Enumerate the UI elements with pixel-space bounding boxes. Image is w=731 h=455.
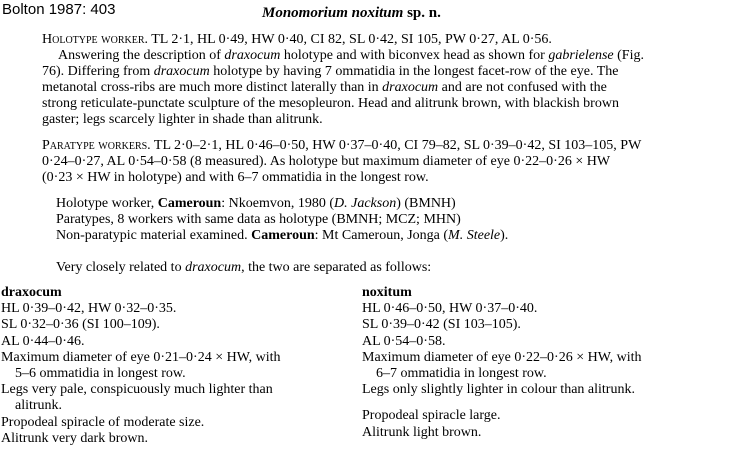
right-row-hl-hw: HL 0·46–0·50, HW 0·37–0·40.	[362, 301, 538, 317]
holotype-line-6: gaster; legs scarcely lighter in shade than alitrunk.	[42, 112, 323, 127]
holotype-line-2	[58, 48, 644, 64]
text-run: , the two are separated as follows:	[241, 260, 432, 275]
citation: Bolton 1987: 403	[2, 1, 116, 18]
right-heading: noxitum	[362, 285, 412, 300]
material-line-3	[56, 228, 508, 244]
holotype-line-3	[42, 64, 618, 80]
text-run: (Fig.	[613, 48, 644, 63]
text-run: Non-paratypic material examined.	[56, 228, 252, 243]
title-genus: Monomorium	[262, 5, 348, 21]
material-line-2: Paratypes, 8 workers with same data as holotype (BMNH; MCZ; MHN)	[56, 212, 461, 227]
text-run-italic: draxocum	[185, 260, 242, 275]
title-status: sp. n.	[407, 5, 441, 21]
text-run-italic: draxocum	[153, 64, 210, 79]
left-heading: draxocum	[1, 285, 62, 300]
left-row-al: AL 0·44–0·46.	[1, 333, 85, 349]
holotype-measurements: TL 2·1, HL 0·49, HW 0·40, CI 82, SL 0·42, SI 105, PW 0·27, AL 0·56.	[151, 32, 552, 47]
text-run-italic: gabrielense	[548, 48, 614, 63]
right-row-alitrunk: Alitrunk light brown.	[362, 424, 482, 440]
text-run: : Mt Cameroun, Jonga (	[314, 228, 449, 243]
right-row-sl: SL 0·39–0·42 (SI 103–105).	[362, 317, 521, 333]
text-run: TL 2·0–2·1, HL 0·46–0·50, HW 0·37–0·40, CI 79–82, SL 0·39–0·42, SI 103–105, PW	[150, 138, 642, 153]
paratype-line-2: 0·24–0·27, AL 0·54–0·58 (8 measured). As holotype but maximum diameter of eye 0·22–0·26 × HW	[42, 154, 611, 169]
left-row-alitrunk: Alitrunk very dark brown.	[1, 430, 148, 446]
text-run: : Nkoemvon, 1980 (	[221, 196, 334, 211]
right-spacer	[362, 398, 642, 408]
text-run: Holotype worker,	[56, 196, 158, 211]
left-row-legs-cont: alitrunk.	[15, 398, 63, 414]
right-row-spiracle: Propodeal spiracle large.	[362, 408, 501, 424]
title-species: noxitum	[351, 5, 404, 21]
left-row-eye: Maximum diameter of eye 0·21–0·24 × HW, with	[1, 349, 281, 365]
paratype-line-1	[42, 138, 641, 154]
left-row-legs: Legs very pale, conspicuously much lighter than	[1, 382, 273, 398]
text-run: Very closely related to	[56, 260, 186, 275]
paratype-label: Paratype workers.	[42, 138, 151, 153]
paratype-line-3: (0·23 × HW in holotype) and with 6–7 ommatidia in the longest row.	[42, 170, 429, 185]
holotype-line-4	[42, 80, 607, 96]
text-run-italic: D. Jackson	[334, 196, 397, 211]
comparison-left-column	[1, 285, 281, 447]
right-row-eye: Maximum diameter of eye 0·22–0·26 × HW, with	[362, 349, 642, 365]
text-run-italic: draxocum	[382, 80, 439, 95]
text-run-bold: Cameroun	[157, 196, 222, 211]
text-run: holotype and with biconvex head as shown for	[280, 48, 549, 63]
species-title	[262, 5, 441, 22]
holotype-label: Holotype worker.	[42, 32, 148, 47]
related-line	[56, 260, 431, 276]
text-run: 76). Differing from	[42, 64, 154, 79]
text-run: ) (BMNH)	[396, 196, 456, 211]
right-row-legs: Legs only slightly lighter in colour than alitrunk.	[362, 382, 635, 398]
text-run: Answering the description of	[58, 48, 225, 63]
text-run-bold: Cameroun	[251, 228, 315, 243]
comparison-right-column	[362, 285, 642, 441]
text-run: ).	[500, 228, 509, 243]
text-run: holotype by having 7 ommatidia in the longest facet-row of the eye. The	[209, 64, 619, 79]
material-line-1	[56, 196, 456, 212]
left-row-spiracle: Propodeal spiracle of moderate size.	[1, 414, 205, 430]
left-row-sl: SL 0·32–0·36 (SI 100–109).	[1, 317, 160, 333]
holotype-line-5: strong reticulate-punctate sculpture of the mesopleuron. Head and alitrunk brown, with blackish brown	[42, 96, 619, 111]
text-run: metanotal cross-ribs are much more distinct laterally than in	[42, 80, 383, 95]
right-row-eye-cont: 6–7 ommatidia in longest row.	[376, 366, 547, 382]
left-row-hl-hw: HL 0·39–0·42, HW 0·32–0·35.	[1, 301, 177, 317]
text-run: and are not confused with the	[438, 80, 607, 95]
right-row-al: AL 0·54–0·58.	[362, 333, 446, 349]
text-run-italic: M. Steele	[448, 228, 501, 243]
left-row-eye-cont: 5–6 ommatidia in longest row.	[15, 366, 186, 382]
text-run-italic: draxocum	[224, 48, 281, 63]
holotype-line-1	[42, 32, 552, 48]
